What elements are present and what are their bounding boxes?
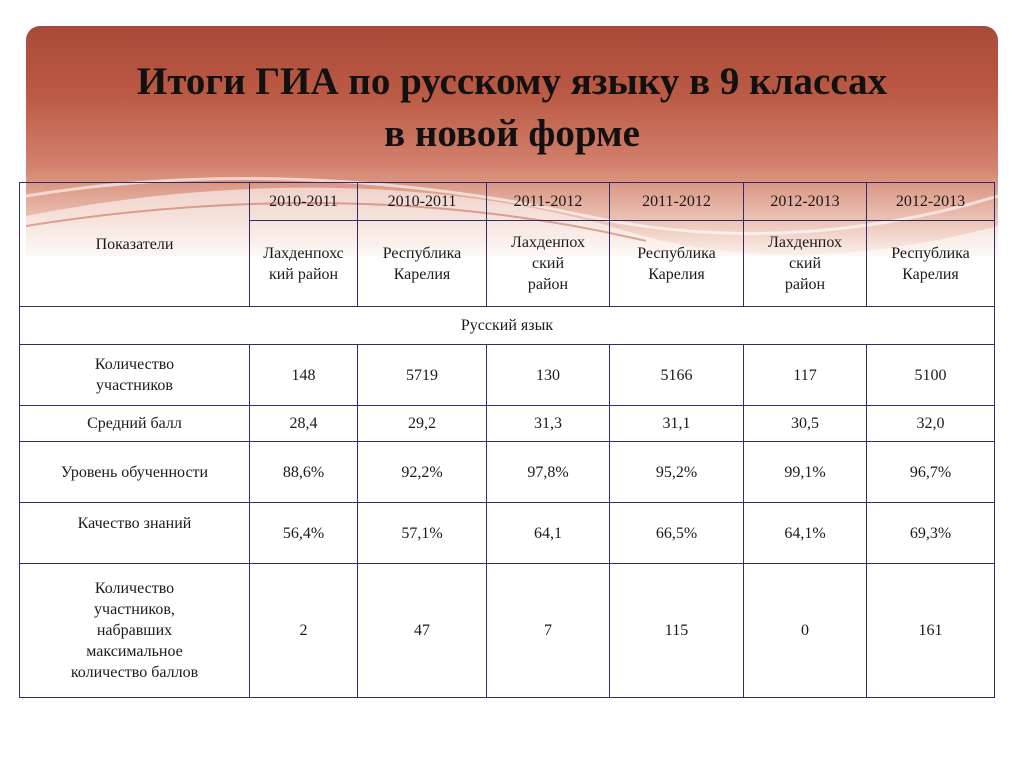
- value-cell: [867, 345, 995, 406]
- value-cell: [744, 442, 867, 503]
- row-label-line: количество баллов: [70, 664, 199, 681]
- year-header-label: 2012-2013: [895, 193, 966, 210]
- value-cell: [744, 406, 867, 442]
- value-cell: [610, 442, 744, 503]
- corner-label-cell: [20, 183, 250, 307]
- cell-value: 69,3%: [909, 524, 952, 542]
- region-header-line: ский: [532, 255, 564, 272]
- row-label-line: максимальное: [86, 643, 183, 660]
- cell-value: 148: [291, 366, 316, 384]
- cell-value: 99,1%: [784, 463, 826, 481]
- region-header-line: район: [527, 276, 569, 293]
- cell-value: 56,4%: [282, 524, 325, 542]
- section-label: Русский язык: [460, 317, 554, 334]
- year-header-label: 2012-2013: [770, 193, 840, 210]
- year-header-label: 2010-2011: [269, 193, 338, 210]
- region-header-line: Лахденпох: [511, 234, 585, 251]
- value-cell: [487, 564, 610, 698]
- value-cell: [867, 406, 995, 442]
- cell-value: 115: [664, 622, 689, 639]
- value-cell: [250, 442, 358, 503]
- title-line-2: в новой форме: [384, 112, 640, 155]
- region-header-line: Республика: [891, 244, 970, 262]
- value-cell: [358, 503, 487, 564]
- value-cell: [358, 345, 487, 406]
- value-cell: [867, 564, 995, 698]
- cell-value: 5100: [914, 366, 947, 384]
- value-cell: [610, 564, 744, 698]
- cell-value: 5719: [406, 366, 438, 384]
- region-header-line: Лахденпохс: [263, 244, 344, 262]
- row-label-line: набравших: [96, 622, 173, 639]
- results-table: [19, 182, 995, 698]
- title-line-1: Итоги ГИА по русскому языку в 9 классах: [136, 60, 888, 103]
- row-label-line: участников: [96, 377, 173, 394]
- value-cell: [744, 345, 867, 406]
- row-label-line: участников,: [94, 601, 175, 618]
- year-header: [358, 183, 487, 221]
- row-label-line: Уровень обученности: [60, 463, 209, 481]
- cell-value: 57,1%: [401, 524, 443, 542]
- cell-value: 64,1: [534, 524, 562, 542]
- region-header-line: ский: [789, 255, 821, 272]
- section-label-cell: [20, 307, 995, 345]
- year-header: [867, 183, 995, 221]
- cell-value: 32,0: [916, 415, 945, 432]
- cell-value: 0: [801, 622, 809, 639]
- cell-value: 95,2%: [655, 463, 698, 481]
- value-cell: [358, 442, 487, 503]
- region-header-line: Республика: [382, 244, 462, 262]
- value-cell: [744, 564, 867, 698]
- value-cell: [610, 406, 744, 442]
- region-header: [487, 221, 610, 307]
- region-header-line: Карелия: [393, 265, 451, 283]
- row-label-cell: [20, 564, 250, 698]
- region-header: [744, 221, 867, 307]
- region-header: [250, 221, 358, 307]
- region-header-line: кий район: [268, 265, 339, 283]
- cell-value: 5166: [660, 366, 693, 384]
- value-cell: [250, 503, 358, 564]
- cell-value: 96,7%: [909, 463, 952, 481]
- region-header-line: район: [784, 276, 826, 293]
- value-cell: [250, 345, 358, 406]
- year-header: [487, 183, 610, 221]
- region-header-line: Республика: [637, 244, 716, 262]
- region-header-line: Карелия: [648, 265, 705, 283]
- row-label-cell: [20, 503, 250, 564]
- value-cell: [358, 406, 487, 442]
- cell-value: 31,3: [534, 415, 562, 432]
- value-cell: [610, 345, 744, 406]
- cell-value: 31,1: [662, 415, 691, 432]
- value-cell: [487, 503, 610, 564]
- year-header-label: 2011-2012: [513, 193, 583, 210]
- year-header-label: 2010-2011: [387, 193, 457, 210]
- year-header: [744, 183, 867, 221]
- cell-value: 97,8%: [527, 463, 569, 481]
- cell-value: 47: [414, 622, 430, 639]
- year-header: [250, 183, 358, 221]
- cell-value: 88,6%: [282, 463, 325, 481]
- cell-value: 64,1%: [784, 524, 826, 542]
- cell-value: 66,5%: [655, 524, 698, 542]
- table-row: [20, 442, 995, 503]
- table-row: [20, 503, 995, 564]
- cell-value: 161: [918, 622, 943, 639]
- year-header-label: 2011-2012: [642, 193, 711, 210]
- cell-value: 29,2: [408, 415, 436, 432]
- row-label-line: Средний балл: [87, 415, 182, 432]
- header-row-years: [20, 183, 995, 221]
- value-cell: [744, 503, 867, 564]
- row-label-line: Количество: [94, 356, 175, 373]
- cell-value: 117: [793, 366, 817, 384]
- value-cell: [250, 406, 358, 442]
- cell-value: 2: [299, 622, 308, 639]
- value-cell: [358, 564, 487, 698]
- cell-value: 92,2%: [401, 463, 443, 481]
- year-header: [610, 183, 744, 221]
- row-label-cell: [20, 345, 250, 406]
- cell-value: 7: [544, 622, 552, 639]
- section-row: [20, 307, 995, 345]
- row-label-cell: [20, 442, 250, 503]
- table-row: [20, 564, 995, 698]
- region-header: [358, 221, 487, 307]
- value-cell: [867, 442, 995, 503]
- region-header-line: Лахденпох: [768, 234, 842, 251]
- cell-value: 30,5: [791, 415, 819, 432]
- row-label-line: Качество знаний: [77, 515, 192, 532]
- row-label-cell: [20, 406, 250, 442]
- value-cell: [487, 345, 610, 406]
- row-label-line: Количество: [94, 580, 175, 597]
- region-header: [610, 221, 744, 307]
- table-row: [20, 406, 995, 442]
- value-cell: [487, 406, 610, 442]
- page-title: [26, 56, 998, 160]
- value-cell: [867, 503, 995, 564]
- region-header: [867, 221, 995, 307]
- value-cell: [487, 442, 610, 503]
- value-cell: [610, 503, 744, 564]
- corner-label: Показатели: [95, 236, 174, 253]
- value-cell: [250, 564, 358, 698]
- cell-value: 28,4: [289, 415, 318, 432]
- region-header-line: Карелия: [902, 265, 959, 283]
- table-row: [20, 345, 995, 406]
- cell-value: 130: [536, 366, 560, 384]
